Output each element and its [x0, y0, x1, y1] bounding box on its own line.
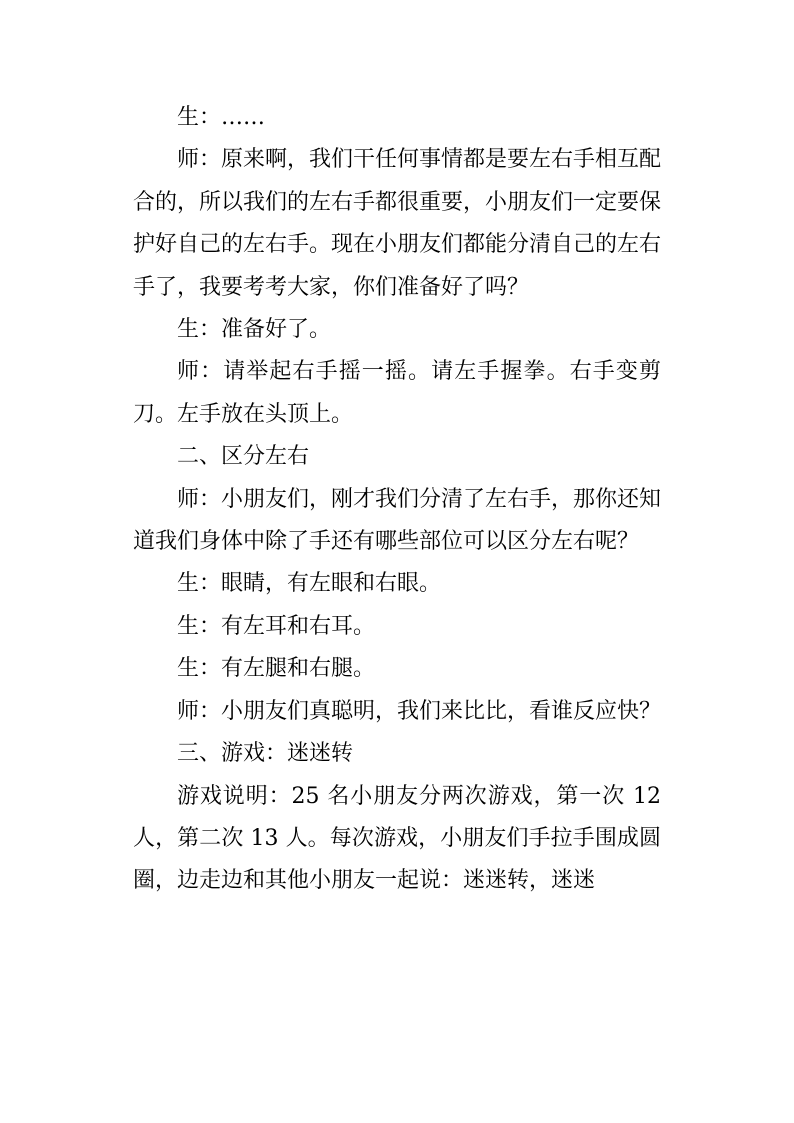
paragraph-student-legs: 生：有左腿和右腿。 — [177, 656, 376, 682]
paragraph-student-ellipsis: 生：…… — [177, 105, 266, 130]
paragraph-teacher-instructions: 师：请举起右手摇一摇。请左手握拳。右手变剪刀。左手放在头顶上。 — [133, 359, 661, 427]
paragraph-student-ears: 生：有左耳和右耳。 — [177, 613, 376, 639]
paragraph-teacher-reaction-challenge: 师：小朋友们真聪明，我们来比比，看谁反应快？ — [177, 698, 662, 724]
paragraph-student-ready: 生：准备好了。 — [177, 317, 332, 343]
paragraph-teacher-body-parts-question: 师：小朋友们，刚才我们分清了左右手，那你还知道我们身体中除了手还有哪些部位可以区分左右呢？ — [133, 486, 662, 555]
section-heading-game: 三、游戏：迷迷转 — [177, 741, 354, 767]
paragraph-teacher-left-right-hands: 师：原来啊，我们干任何事情都是要左右手相互配合的，所以我们的左右手都很重要，小朋友们一定要保护好自己的左右手。现在小朋友们都能分清自己的左右手了，我要考考大家，你们准备好了吗？ — [133, 147, 662, 300]
document-body — [133, 97, 668, 903]
section-heading-distinguish-left-right: 二、区分左右 — [177, 444, 310, 470]
paragraph-game-description: 游戏说明：25 名小朋友分两次游戏，第一次 12 人，第二次 13 人。每次游戏，小朋友们手拉手围成圆圈，边走边和其他小朋友一起说：迷迷转，迷迷 — [133, 783, 668, 894]
paragraph-student-eyes: 生：眼睛，有左眼和右眼。 — [177, 571, 442, 597]
